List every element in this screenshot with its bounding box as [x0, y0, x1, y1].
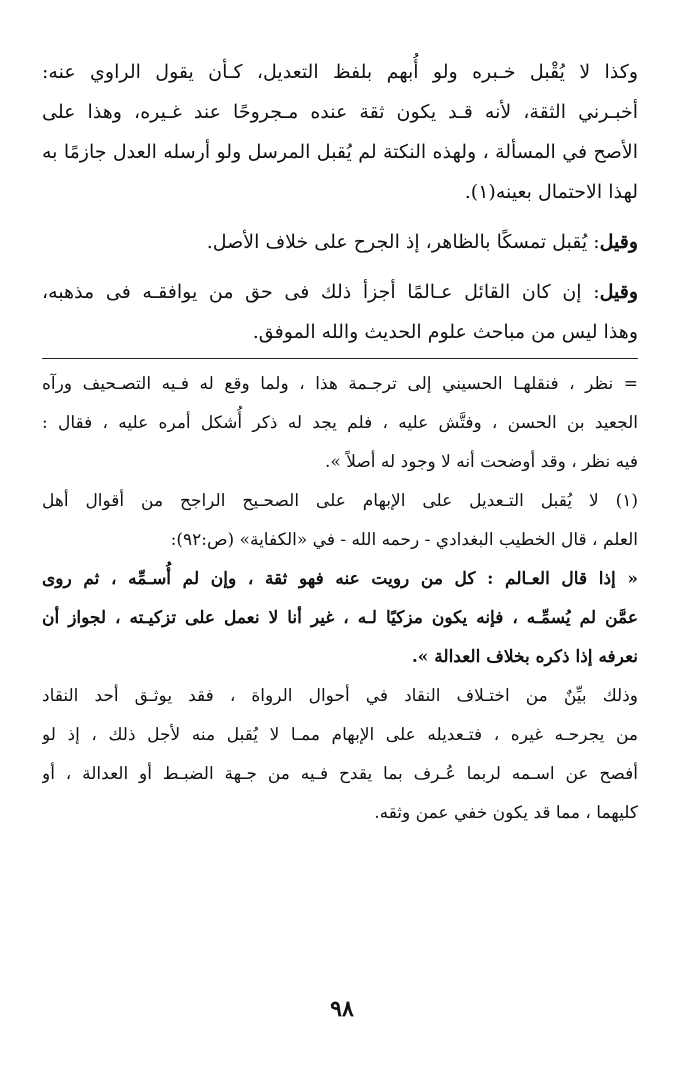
footnote-line: من يجرحـه غيره ، فتـعديله على الإبهام ممـا لا يُقبل منه لأجل ذلك ، إذ لو: [42, 725, 638, 745]
page-number: ٩٨: [330, 996, 354, 1022]
main-line: أخبـرني الثقة، لأنه قـد يكون ثقة عنده مـجروحًا عند غـيره، وهذا على: [42, 101, 638, 123]
label-qila: وقيل: [599, 281, 638, 303]
footnote-line: = نظر ، فنقلهـا الحسيني إلى ترجـمة هذا ، ولما وقع له فـيه التصـحيف ورآه: [42, 374, 638, 394]
main-paragraph-1: [42, 52, 638, 212]
main-paragraph-2: [42, 222, 638, 262]
footnote-line: العلم ، قال الخطيب البغدادي - رحمه الله - في «الكفاية» (ص:٩٢):: [170, 530, 638, 550]
footnote-line: وذلك بيِّنٌ من اختـلاف النقاد في أحوال الرواة ، فقد يوثـق أحد النقاد: [42, 686, 638, 706]
main-text: : يُقبل تمسكًا بالظاهر، إذ الجرح على خلاف الأصل.: [206, 231, 600, 253]
footnote-continuation: [42, 365, 638, 482]
footnote-line: الجعيد بن الحسن ، وفتَّش عليه ، فلم يجد له ذكر أُشكل أمره عليه ، فقال :: [42, 413, 638, 433]
footnote-line: فيه نظر ، وقد أوضحت أنه لا وجود له أصلاً ».: [325, 452, 638, 472]
footnote-1-after: [42, 677, 638, 833]
label-qila: وقيل: [599, 231, 638, 253]
main-line: وكذا لا يُقْبل خـبره ولو أُبهم بلفظ التعديل، كـأن يقول الراوي عنه:: [42, 61, 638, 83]
page-body: [42, 52, 638, 833]
main-line: وهذا ليس من مباحث علوم الحديث والله الموفق.: [252, 321, 638, 343]
main-line: [42, 272, 638, 312]
main-line: الأصح في المسألة ، ولهذه النكتة لم يُقبل المرسل ولو أرسله العدل جازمًا به: [42, 141, 638, 163]
main-paragraph-3: [42, 272, 638, 352]
footnote-1: [42, 482, 638, 560]
footnote-separator: [42, 358, 638, 359]
quote-line: نعرفه إذا ذكره بخلاف العدالة ».: [411, 647, 638, 667]
footnote-line: أفصح عن اسـمه لربما عُـرف بما يقدح فـيه من جـهة الضبـط أو العدالة ، أو: [42, 764, 638, 784]
footnote-1-quote: [42, 560, 638, 677]
quote-line: عمَّن لم يُسمِّـه ، فإنه يكون مزكيًا لـه ، غير أنا لا نعمل على تزكيـته ، لجواز أن: [42, 608, 638, 628]
main-text: : إن كان القائل عـالمًا أجزأ ذلك فى حق من يوافقـه فى مذهبه،: [42, 281, 600, 303]
main-line: [42, 222, 638, 262]
main-line: لهذا الاحتمال بعينه(١).: [464, 181, 638, 203]
footnote-line: (١) لا يُقبل التـعديل على الإبهام على الصحـيح الراجح من أقوال أهل: [42, 491, 638, 511]
footnotes: [42, 365, 638, 833]
quote-line: « إذا قال العـالم : كل من رويت عنه فهو ثقة ، وإن لم أُسـمِّه ، ثم روى: [42, 569, 638, 589]
footnote-line: كليهما ، مما قد يكون خفي عمن وثقه.: [374, 803, 638, 823]
